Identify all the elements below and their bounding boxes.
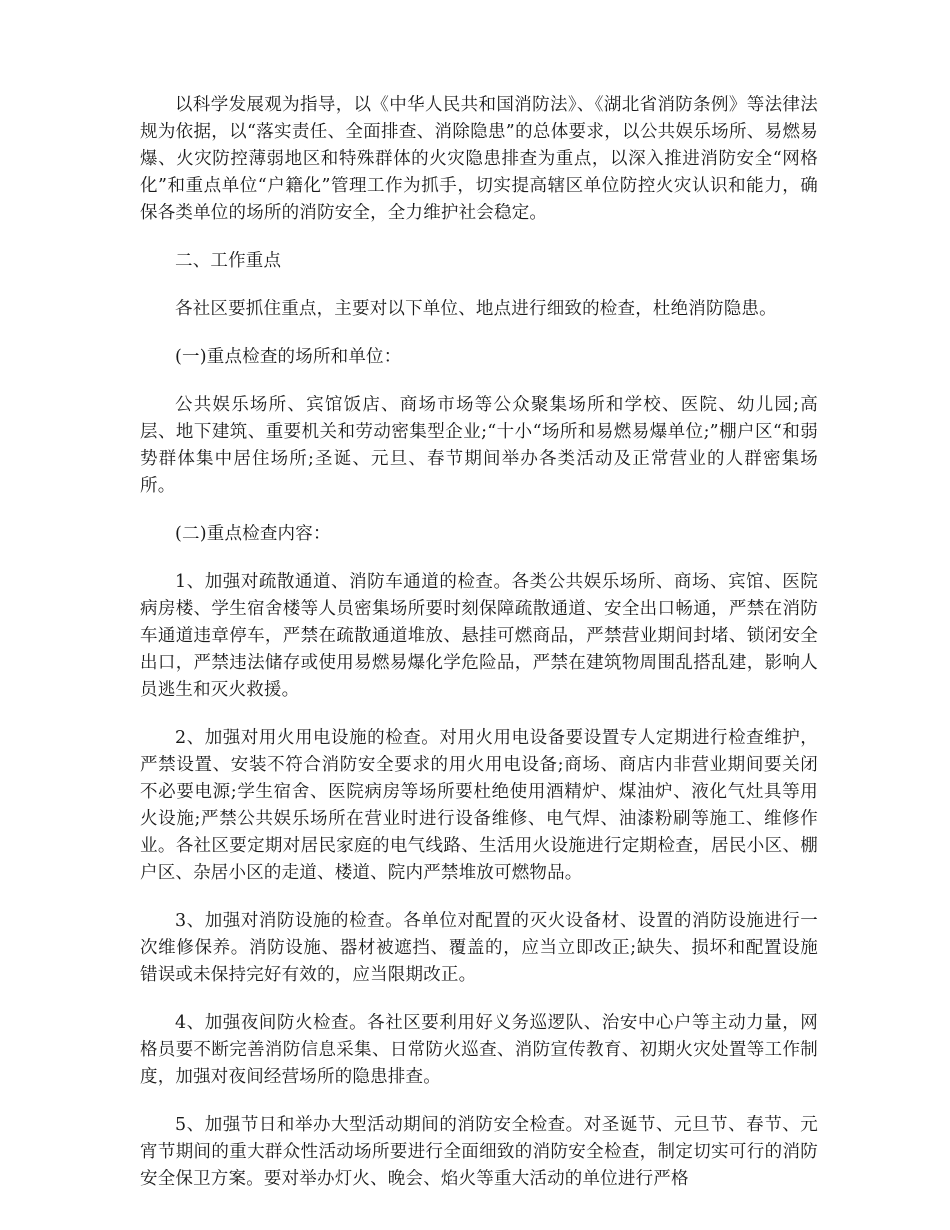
- subheading-key-content: (二)重点检查内容：: [175, 524, 331, 544]
- paragraph-focus-intro: 各社区要抓住重点，主要对以下单位、地点进行细致的检查，杜绝消防隐患。: [175, 299, 777, 319]
- section-heading-work-focus: 二、工作重点: [175, 251, 282, 271]
- paragraph-item-2-fire-electric: 2、加强对用火用电设施的检查。对用火用电设备要设置专人定期进行检查维护，严禁设置、安装不符合消防安全要求的用火用电设备;商场、商店内非营业期间要关闭不必要电源;学生宿舍、医院病房等场所要杜绝使用酒精炉、煤油炉、液化气灶具等用火设施;严禁公共娱乐场所在营业时进行设备维修、电气焊、油漆粉刷等施工、维修作业。各社区要定期对居民家庭的电气线路、生活用火设施进行定期检查，居民小区、棚户区、杂居小区的走道、楼道、院内严禁堆放可燃物品。: [140, 728, 818, 883]
- paragraph-item-1-evacuation: 1、加强对疏散通道、消防车通道的检查。各类公共娱乐场所、商场、宾馆、医院病房楼、学生宿舍楼等人员密集场所要时刻保障疏散通道、安全出口畅通，严禁在消防车通道违章停车，严禁在疏散通道堆放、悬挂可燃商品，严禁营业期间封堵、锁闭安全出口，严禁违法储存或使用易燃易爆化学危险品，严禁在建筑物周围乱搭乱建，影响人员逃生和灭火救援。: [140, 572, 818, 700]
- subheading-key-places: (一)重点检查的场所和单位：: [175, 347, 402, 367]
- paragraph-item-4-night-check: 4、加强夜间防火检查。各社区要利用好义务巡逻队、治安中心户等主动力量，网格员要不断完善消防信息采集、日常防火巡查、消防宣传教育、初期火灾处置等工作制度，加强对夜间经营场所的隐患排查。: [140, 1013, 818, 1087]
- document-body: [140, 92, 818, 1214]
- paragraph-key-places: 公共娱乐场所、宾馆饭店、商场市场等公众聚集场所和学校、医院、幼儿园;高层、地下建筑、重要机关和劳动密集型企业;“十小“场所和易燃易爆单位;”棚户区“和弱势群体集中居住场所;圣诞、元旦、春节期间举办各类活动及正常营业的人群密集场所。: [140, 395, 818, 496]
- paragraph-item-5-holiday-check: 5、加强节日和举办大型活动期间的消防安全检查。对圣诞节、元旦节、春节、元宵节期间的重大群众性活动场所要进行全面细致的消防安全检查，制定切实可行的消防安全保卫方案。要对举办灯火、晚会、焰火等重大活动的单位进行严格: [140, 1115, 818, 1189]
- paragraph-guiding-principle: 以科学发展观为指导，以《中华人民共和国消防法》、《湖北省消防条例》等法律法规为依据，以“落实责任、全面排查、消除隐患”的总体要求，以公共娱乐场所、易燃易爆、火灾防控薄弱地区和特殊群体的火灾隐患排查为重点，以深入推进消防安全“网格化”和重点单位“户籍化”管理工作为抓手，切实提高辖区单位防控火灾认识和能力，确保各类单位的场所的消防安全，全力维护社会稳定。: [140, 95, 818, 223]
- paragraph-item-3-facilities: 3、加强对消防设施的检查。各单位对配置的灭火设备材、设置的消防设施进行一次维修保养。消防设施、器材被遮挡、覆盖的，应当立即改正;缺失、损坏和配置设施错误或未保持完好有效的，应当限期改正。: [140, 911, 818, 985]
